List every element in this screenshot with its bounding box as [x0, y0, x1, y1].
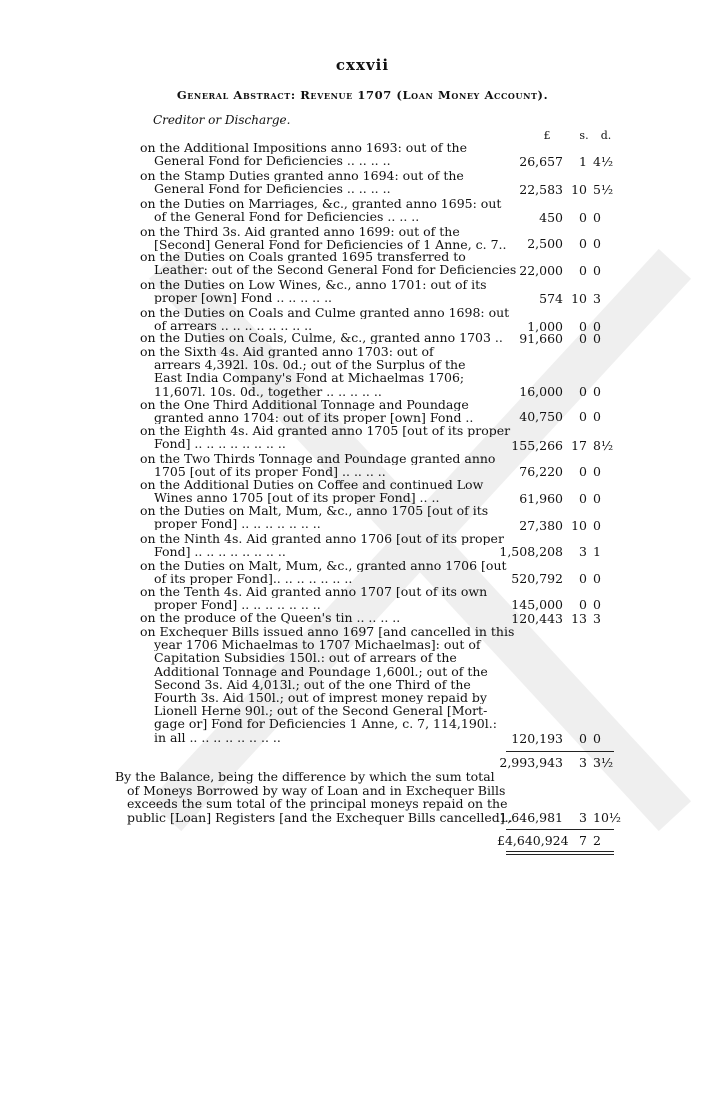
amount-pence: 0	[593, 597, 601, 612]
amount-pounds: 27,380	[519, 518, 563, 533]
entry-line: Second 3s. Aid 4,013l.; out of the one Third of the	[154, 677, 471, 691]
entry-line: on the Two Thirds Tonnage and Poundage granted anno	[140, 452, 496, 466]
amount-pounds: 76,220	[519, 464, 563, 479]
amount-shillings: 10	[571, 518, 587, 533]
total-double-rule-1	[506, 851, 614, 852]
entry-line: on Exchequer Bills issued anno 1697 [and cancelled in this	[140, 625, 515, 639]
balance-line: By the Balance, being the difference by which the sum total	[115, 769, 495, 784]
entry-line: Capitation Subsidies 150l.: out of arrears of the	[154, 651, 457, 665]
entry-line: proper Fond] .. .. .. .. .. .. ..	[154, 598, 321, 612]
column-head-shillings: s.	[579, 129, 589, 142]
amount-shillings: 0	[579, 491, 587, 506]
amount-pounds: 40,750	[519, 409, 563, 424]
amount-shillings: 10	[571, 291, 587, 306]
entry-amount	[497, 237, 655, 251]
entry-line: of its proper Fond].. .. .. .. .. .. ..	[154, 572, 353, 586]
entry-line: year 1706 Michaelmas to 1707 Michaelmas]: out of	[154, 638, 481, 652]
amount-pounds: 450	[539, 210, 563, 225]
amount-pence: 0	[593, 464, 601, 479]
entry-line: Wines anno 1705 [out of its proper Fond] .. ..	[154, 491, 440, 505]
amount-pence: 3	[593, 291, 601, 306]
entry-line: on the produce of the Queen's tin .. .. .. ..	[140, 611, 401, 625]
amount-pence: 5½	[593, 182, 614, 197]
entry-amount	[497, 545, 655, 559]
balance-entry	[115, 769, 513, 825]
entry-line: Lionell Herne 90l.; out of the Second General [Mort-	[154, 704, 488, 718]
entry-line: in all .. .. .. .. .. .. .. ..	[154, 730, 281, 744]
amount-shillings: 0	[579, 384, 587, 399]
entry-amount	[497, 155, 655, 169]
amount-pounds: 520,792	[511, 571, 563, 586]
entry-line: Leather: out of the Second General Fond for Deficiencies	[154, 263, 517, 277]
entry-line: on the Duties on Marriages, &c., granted anno 1695: out	[140, 197, 502, 211]
entry-line: on the Duties on Coals, Culme, &c., granted anno 1703 ..	[140, 331, 503, 345]
amount-pence: 1	[593, 544, 601, 559]
amount-pounds: 145,000	[511, 597, 563, 612]
entry-line: Fond] .. .. .. .. .. .. .. ..	[154, 437, 286, 451]
amount-pence: 0	[593, 210, 601, 225]
entry-line: of the General Fond for Deficiencies .. .. ..	[154, 210, 420, 224]
subtotal-amount	[497, 756, 655, 770]
amount-shillings: 0	[579, 409, 587, 424]
entry-line: on the One Third Additional Tonnage and Poundage	[140, 398, 469, 412]
entry-line: on the Additional Impositions anno 1693: out of the	[140, 141, 467, 155]
amount-pence: 0	[593, 331, 601, 346]
total-pounds: £4,640,924	[497, 833, 569, 848]
entry-amount	[497, 732, 655, 746]
total-double-rule-2	[506, 854, 614, 855]
entry-line: on the Additional Duties on Coffee and continued Low	[140, 478, 484, 492]
amount-shillings: 17	[571, 438, 587, 453]
amount-pounds: 16,000	[519, 384, 563, 399]
entry-line: General Fond for Deficiencies .. .. .. ..	[154, 182, 391, 196]
amount-shillings: 0	[579, 210, 587, 225]
entry-amount	[497, 183, 655, 197]
subtotal-rule	[506, 751, 614, 752]
entry-line: on the Third 3s. Aid granted anno 1699: out of the	[140, 225, 460, 239]
subtotal-shillings: 3	[579, 755, 587, 770]
amount-shillings: 0	[579, 263, 587, 278]
entry	[140, 625, 660, 744]
amount-pence: 0	[593, 491, 601, 506]
amount-pounds: 120,193	[511, 731, 563, 746]
amount-pounds: 22,000	[519, 263, 563, 278]
amount-shillings: 0	[579, 597, 587, 612]
amount-pounds: 120,443	[511, 611, 563, 626]
amount-pence: 0	[593, 731, 601, 746]
balance-pounds: 1,646,981	[499, 810, 563, 825]
entry-line: on the Sixth 4s. Aid granted anno 1703: out of	[140, 345, 434, 359]
page-subtitle: Creditor or Discharge.	[153, 113, 291, 127]
total-shillings: 7	[579, 833, 587, 848]
entry-line: on the Tenth 4s. Aid granted anno 1707 [out of its own	[140, 585, 488, 599]
amount-shillings: 1	[579, 154, 587, 169]
entry-amount	[497, 292, 655, 306]
entry-line: arrears 4,392l. 10s. 0d.; out of the Surplus of the	[154, 358, 466, 372]
amount-pence: 3	[593, 611, 601, 626]
entry-amount	[497, 598, 655, 612]
total-pence: 2	[593, 833, 601, 848]
entry-line: Additional Tonnage and Poundage 1,600l.; out of the	[154, 664, 488, 678]
column-head-pounds: £	[543, 129, 551, 142]
entry-amount	[497, 264, 655, 278]
subtotal-pounds: 2,993,943	[499, 755, 563, 770]
entry-amount	[497, 519, 655, 533]
entry-line: on the Duties on Malt, Mum, &c., anno 1705 [out of its	[140, 504, 489, 518]
amount-shillings: 0	[579, 571, 587, 586]
entry-line: on the Duties on Low Wines, &c., anno 1701: out of its	[140, 278, 487, 292]
entry-amount	[497, 332, 655, 346]
amount-shillings: 0	[579, 464, 587, 479]
entry-line: on the Duties on Coals and Culme granted anno 1698: out	[140, 306, 510, 320]
entry-line: proper Fond] .. .. .. .. .. .. ..	[154, 517, 321, 531]
subtotal-pence: 3½	[593, 755, 614, 770]
amount-pence: 8½	[593, 438, 614, 453]
balance-line: exceeds the sum total of the principal moneys repaid on the	[127, 796, 508, 812]
entry-line: proper [own] Fond .. .. .. .. ..	[154, 291, 333, 305]
amount-pounds: 1,000	[527, 319, 563, 334]
amount-pounds: 22,583	[519, 182, 563, 197]
entry-amount	[497, 410, 655, 424]
amount-shillings: 0	[579, 319, 587, 334]
page-folio: cxxvii	[335, 56, 390, 74]
balance-amount	[497, 811, 655, 825]
amount-pence: 0	[593, 263, 601, 278]
entry-line: Fond] .. .. .. .. .. .. .. ..	[154, 545, 286, 559]
amount-pence: 0	[593, 384, 601, 399]
total-rule	[506, 829, 614, 830]
amount-pence: 0	[593, 236, 601, 251]
balance-line: public [Loan] Registers [and the Exchequer Bills cancelled]..	[127, 809, 513, 825]
entry-line: 11,607l. 10s. 0d., together .. .. .. .. ..	[154, 384, 382, 398]
balance-line: of Moneys Borrowed by way of Loan and in Exchequer Bills	[127, 782, 506, 798]
entry-line: of arrears .. .. .. .. .. .. .. ..	[154, 319, 313, 333]
entry-line: East India Company's Fond at Michaelmas 1706;	[154, 371, 465, 385]
amount-pounds: 2,500	[527, 236, 563, 251]
entry-amount	[497, 385, 655, 399]
amount-shillings: 10	[571, 182, 587, 197]
amount-pence: 0	[593, 571, 601, 586]
amount-pounds: 91,660	[519, 331, 563, 346]
entry-line: [Second] General Fond for Deficiencies of 1 Anne, c. 7..	[154, 238, 507, 252]
amount-shillings: 3	[579, 544, 587, 559]
amount-pounds: 61,960	[519, 491, 563, 506]
total-amount	[497, 834, 655, 848]
entry-line: on the Duties on Malt, Mum, &c., granted anno 1706 [out	[140, 559, 507, 573]
amount-pounds: 1,508,208	[499, 544, 563, 559]
page-title: General Abstract: Revenue 1707 (Loan Money Account).	[176, 88, 549, 102]
amount-pounds: 155,266	[511, 438, 563, 453]
amount-pence: 0	[593, 319, 601, 334]
amount-shillings: 0	[579, 236, 587, 251]
entry-amount	[497, 211, 655, 225]
entry-amount	[497, 439, 655, 453]
entry-amount	[497, 465, 655, 479]
amount-pence: 0	[593, 409, 601, 424]
amount-pounds: 574	[539, 291, 563, 306]
amount-shillings: 0	[579, 331, 587, 346]
amount-pence: 0	[593, 518, 601, 533]
entry-line: 1705 [out of its proper Fond] .. .. .. ..	[154, 465, 386, 479]
entry-amount	[497, 572, 655, 586]
entry-amount	[497, 612, 655, 626]
balance-shillings: 3	[579, 810, 587, 825]
entry-line: gage or] Fond for Deficiencies 1 Anne, c. 7, 114,190l.:	[154, 717, 497, 731]
entry-line: Fourth 3s. Aid 150l.; out of imprest money repaid by	[154, 690, 487, 705]
entry-line: on the Eighth 4s. Aid granted anno 1705 [out of its proper	[140, 424, 511, 438]
amount-pounds: 26,657	[519, 154, 563, 169]
entry-line: on the Ninth 4s. Aid granted anno 1706 [out of its proper	[140, 532, 504, 546]
amount-shillings: 0	[579, 731, 587, 746]
entry-line: on the Duties on Coals granted 1695 transferred to	[140, 250, 466, 264]
amount-shillings: 13	[571, 611, 587, 626]
entry-line: granted anno 1704: out of its proper [own] Fond ..	[154, 411, 474, 425]
balance-pence: 10½	[593, 810, 622, 825]
column-head-pence: d.	[600, 129, 612, 142]
amount-pence: 4½	[593, 154, 614, 169]
entry-line: General Fond for Deficiencies .. .. .. ..	[154, 154, 391, 168]
entry-line: on the Stamp Duties granted anno 1694: out of the	[140, 169, 464, 183]
